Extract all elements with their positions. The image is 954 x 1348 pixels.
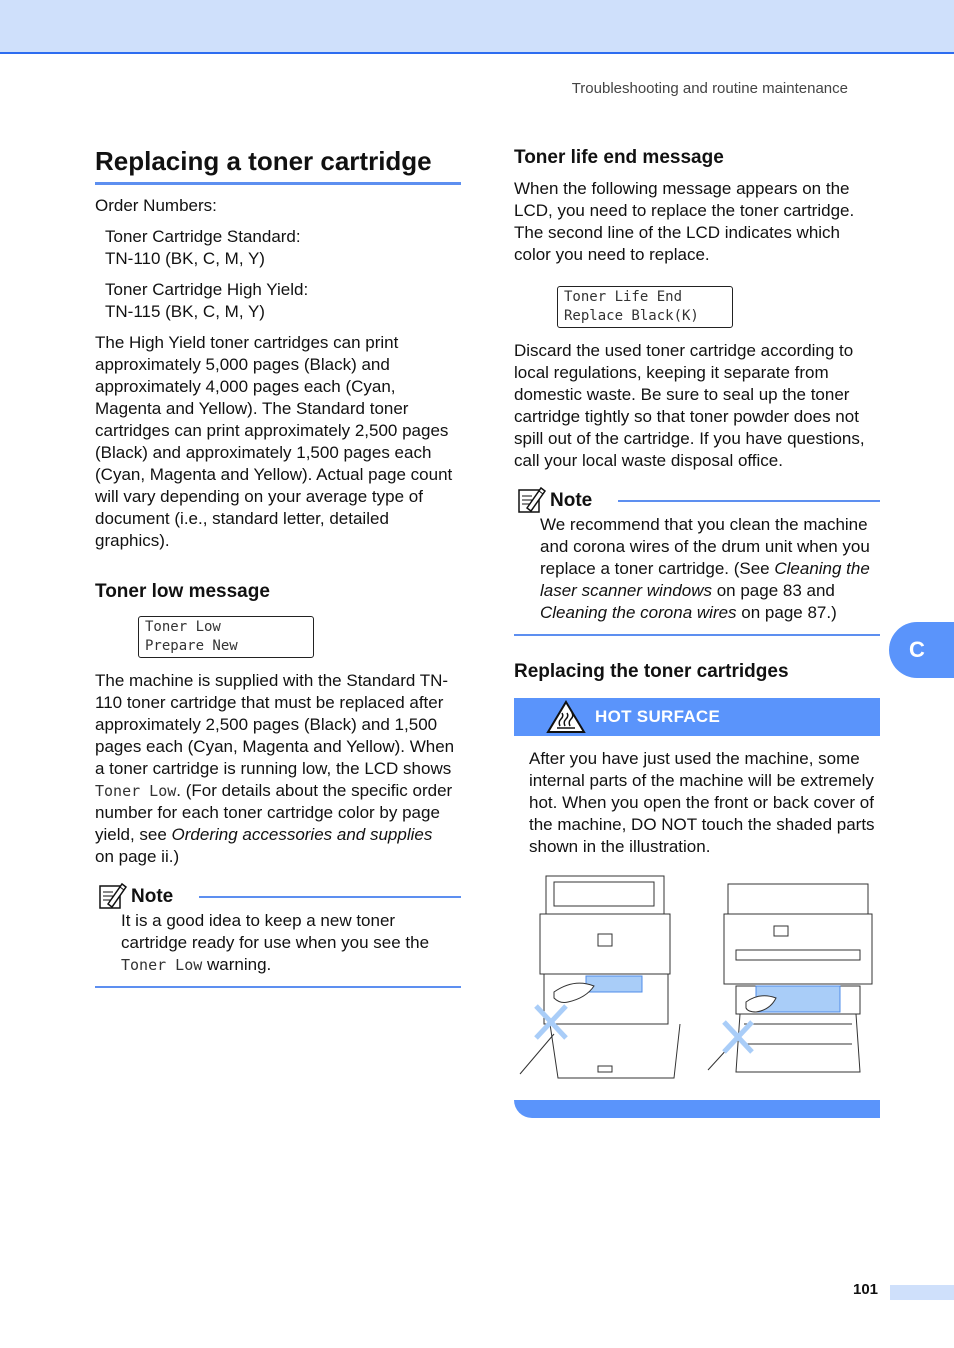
toner-life-end-heading: Toner life end message (514, 147, 724, 168)
lcd-line-1: Toner Low (145, 619, 221, 635)
supplied-text-c: on page ii.) (95, 847, 180, 866)
note-label: Note (131, 886, 174, 907)
right-column (514, 140, 880, 1118)
hot-parts-illustration (514, 874, 880, 1094)
lcd-toner-life-end (557, 286, 733, 328)
note-text (121, 910, 461, 976)
running-title: Troubleshooting and routine maintenance (571, 80, 848, 97)
note-text-b: on page 83 and (711, 581, 835, 600)
replacing-cartridges-heading: Replacing the toner cartridges (514, 661, 789, 682)
note-text-c: on page 87.) (736, 603, 837, 622)
chapter-tab (889, 622, 954, 678)
lcd-line-2: Prepare New (145, 638, 238, 654)
note-text-a: We recommend that you clean the machine and corona wires of the drum unit when you replace a toner cartridge. (See (540, 515, 870, 578)
header-bar (0, 0, 954, 54)
note-text (540, 514, 880, 624)
hot-surface-label: HOT SURFACE (595, 707, 721, 726)
printer-hot-parts-drawing (514, 874, 880, 1090)
hot-surface-warning-icon (546, 700, 586, 734)
hot-surface-footer-bar (514, 1100, 880, 1118)
cleaning-scanner-link-text: Cleaning the laser scanner windows (540, 559, 870, 600)
page-title: Replacing a toner cartridge (95, 140, 461, 185)
note-pencil-icon (98, 882, 128, 910)
yield-paragraph: The High Yield toner cartridges can print approximately 5,000 pages (Black) and approximately 4,000 pages each (Cyan, Magenta and Yellow). The Standard toner cartridges can print approximately 2,500 pages (Black) and approximately 1,500 pages each (Cyan, Magenta and Yellow). Actual page count will vary depending on your average type of document (i.e., standard letter, detailed graphics). (95, 333, 453, 550)
toner-low-heading: Toner low message (95, 581, 270, 602)
standard-order-line2: TN-110 (BK, C, M, Y) (105, 249, 265, 268)
hot-surface-text: After you have just used the machine, some internal parts of the machine will be extremely hot. When you open the front or back cover of the machine, DO NOT touch the shaded parts shown in the illustration. (529, 749, 875, 856)
discard-paragraph: Discard the used toner cartridge according to local regulations, keeping it separate from domestic waste. Be sure to seal up the toner cartridge tightly so that toner powder does not spill out of the cartridge. If you have questions, call your local waste disposal office. (514, 341, 865, 470)
lcd-toner-low (138, 616, 314, 658)
ordering-link-text: Ordering accessories and supplies (171, 825, 433, 844)
note-body (95, 910, 461, 988)
high-yield-order-line2: TN-115 (BK, C, M, Y) (105, 302, 265, 321)
supplied-text-a: The machine is supplied with the Standard TN-110 toner cartridge that must be replaced after approximately 2,500 pages (Black) and 1,500 pages each (Cyan, Magenta and Yellow). When a toner cartridge is running low, the LCD shows (95, 671, 455, 778)
high-yield-order-line1: Toner Cartridge High Yield: (105, 280, 309, 299)
standard-order-item (95, 226, 461, 270)
note-text-b: warning. (202, 955, 272, 974)
high-yield-order-item (95, 279, 461, 323)
chapter-tab-label: C (909, 637, 925, 662)
cleaning-corona-link-text: Cleaning the corona wires (540, 603, 737, 622)
lcd-line-2: Replace Black(K) (564, 308, 699, 324)
hot-surface-banner (514, 698, 880, 736)
note-label: Note (550, 490, 593, 511)
note-pencil-icon (517, 486, 547, 514)
note-lcd-text: Toner Low (121, 956, 203, 974)
standard-order-line1: Toner Cartridge Standard: (105, 227, 301, 246)
order-numbers-label: Order Numbers: (95, 196, 217, 215)
left-column (95, 140, 461, 988)
note-text-a: It is a good idea to keep a new toner cartridge ready for use when you see the (121, 911, 430, 952)
lcd-inline-text: Toner Low (95, 782, 177, 800)
life-end-intro: When the following message appears on the LCD, you need to replace the toner cartridge. The second line of the LCD indicates which color you need to replace. (514, 179, 855, 264)
note-header (95, 882, 461, 910)
page-number-bar (890, 1285, 954, 1300)
page-number: 101 (853, 1281, 879, 1298)
note-body (514, 514, 880, 636)
note-header (514, 486, 880, 514)
note-rule (618, 500, 880, 502)
lcd-line-1: Toner Life End (564, 289, 683, 305)
note-rule (199, 896, 461, 898)
supplied-paragraph (95, 670, 461, 868)
supplied-text-b: . (For details about the specific order number for each toner cartridge color by page yield, see (95, 781, 453, 844)
